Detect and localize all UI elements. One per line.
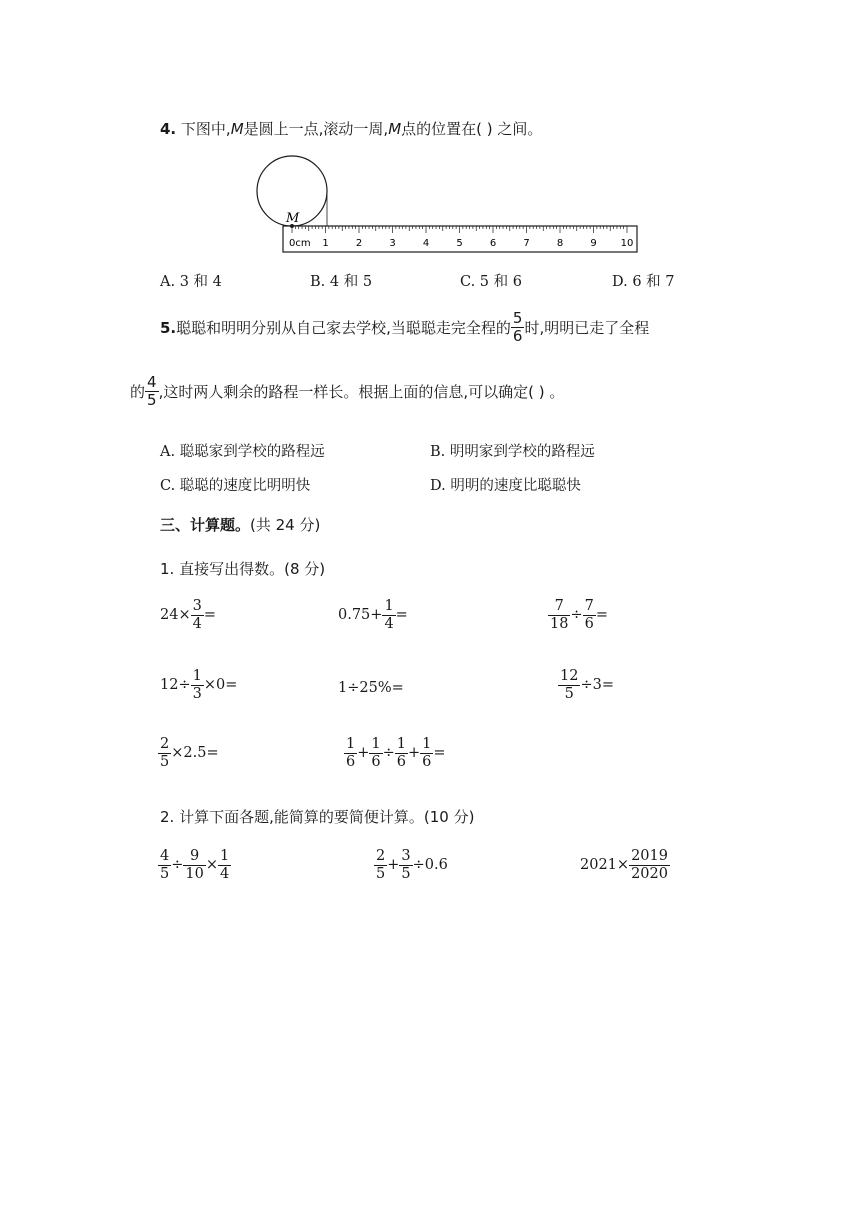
part2-heading: [160, 806, 474, 827]
q4-text-after: 点的位置在( ) 之间。: [401, 120, 543, 138]
calc-1-2: 0.75+ $\frac{1}{4}$ =: [338, 598, 408, 632]
ruler-tick-label: 3: [389, 238, 396, 249]
ruler-tick-label: 1: [322, 238, 329, 249]
fraction: $\frac{7}{18}$: [550, 598, 569, 632]
q5-option-a[interactable]: A. 聪聪家到学校的路程远: [160, 444, 325, 460]
fraction: $\frac{7}{6}$: [584, 598, 594, 632]
calc-2-3: 2021× $\frac{2019}{2020}$: [580, 848, 668, 882]
fraction: $\frac{4}{5}$: [160, 848, 170, 882]
part1-points: (8 分): [284, 560, 326, 578]
q5-line1-after: 时,明明已走了全程: [524, 319, 650, 338]
q5-option-d[interactable]: D. 明明的速度比聪聪快: [430, 478, 581, 494]
fraction: $\frac{1}{3}$: [192, 668, 202, 702]
fraction: $\frac{3}{5}$: [401, 848, 411, 882]
calc-1-4: 12÷ $\frac{1}{3}$ ×0=: [160, 668, 238, 702]
ruler-tick-label: 9: [590, 238, 597, 249]
q5-stem-line1: [160, 310, 649, 346]
fraction: $\frac{1}{6}$: [396, 736, 407, 770]
fraction: $\frac{2}{5}$: [376, 848, 386, 882]
ruler-tick-label: 7: [523, 238, 530, 249]
q4-stem: [160, 118, 542, 139]
q5-line2-after: ,这时两人剩余的路程一样长。根据上面的信息,可以确定( ) 。: [158, 383, 565, 402]
q5-line2-before: 的: [130, 383, 146, 402]
calc-2-2: $\frac{2}{5}$ + $\frac{3}{5}$ ÷0.6: [376, 848, 448, 882]
section3-heading: [160, 514, 320, 535]
fraction: $\frac{2}{5}$: [160, 736, 170, 770]
q5-fraction-5-6: $\frac{5}{6}$: [512, 309, 523, 346]
calc-1-1: 24× $\frac{3}{4}$ =: [160, 598, 216, 632]
q4-text-mid: 是圆上一点,滚动一周,: [243, 120, 389, 138]
ruler-tick-label: 4: [422, 238, 430, 249]
point-m-label: M: [286, 211, 300, 226]
q5-option-b[interactable]: B. 明明家到学校的路程远: [430, 444, 595, 460]
q4-number: 4.: [160, 120, 177, 138]
q4-m-label-2: M: [388, 120, 402, 138]
fraction: $\frac{1}{4}$: [384, 598, 394, 632]
ruler-tick-label: 0cm: [289, 238, 311, 249]
fraction: $\frac{1}{6}$: [346, 736, 356, 770]
q4-text-before: 下图中,: [180, 120, 231, 138]
fraction: $\frac{9}{10}$: [185, 848, 204, 882]
fraction: $\frac{3}{4}$: [192, 598, 202, 632]
q5-number: 5.: [160, 318, 177, 337]
circle-ruler-figure: [250, 150, 650, 260]
section3-title: 三、计算题。: [160, 516, 251, 534]
q4-option-d[interactable]: D. 6 和 7: [612, 274, 675, 290]
q5-fraction-4-5: $\frac{4}{5}$: [147, 373, 157, 410]
part2-points: (10 分): [423, 808, 475, 826]
q5-line1-text: 聪聪和明明分别从自己家去学校,当聪聪走完全程的: [176, 319, 511, 338]
fraction: $\frac{2019}{2020}$: [631, 848, 668, 882]
ruler-tick-label: 6: [489, 238, 497, 249]
q4-option-a[interactable]: A. 3 和 4: [160, 274, 222, 290]
fraction: $\frac{1}{6}$: [422, 736, 432, 770]
q4-option-c[interactable]: C. 5 和 6: [460, 274, 522, 290]
ruler-tick-label: 8: [556, 238, 564, 249]
calc-1-7: $\frac{2}{5}$ ×2.5=: [160, 736, 219, 770]
ruler-tick-label: 2: [355, 238, 363, 249]
ruler-tick-label: 5: [456, 238, 463, 249]
fraction: $\frac{12}{5}$: [560, 668, 579, 702]
part1-heading: [160, 558, 325, 579]
calc-1-3: $\frac{7}{18}$ ÷ $\frac{7}{6}$ =: [550, 598, 608, 632]
section3-points: (共 24 分): [250, 516, 321, 534]
ruler-tick-label: 10: [620, 238, 634, 249]
q5-stem-line2: [130, 374, 564, 410]
part2-title: 2. 计算下面各题,能简算的要简便计算。: [160, 808, 424, 826]
q5-option-c[interactable]: C. 聪聪的速度比明明快: [160, 478, 311, 494]
part1-title: 1. 直接写出得数。: [160, 560, 285, 578]
fraction: $\frac{1}{4}$: [220, 848, 230, 882]
calc-1-8: $\frac{1}{6}$ + $\frac{1}{6}$ ÷ $\frac{1}{6}$ + $\frac{1}{6}$ =: [346, 736, 446, 770]
calc-2-1: $\frac{4}{5}$ ÷ $\frac{9}{10}$ × $\frac{1}{4}$: [160, 848, 230, 882]
fraction: $\frac{1}{6}$: [371, 736, 381, 770]
calc-1-6: $\frac{12}{5}$ ÷3=: [560, 668, 614, 702]
calc-1-5: 1÷25%=: [338, 680, 404, 696]
q4-m-label: M: [230, 120, 244, 138]
q4-option-b[interactable]: B. 4 和 5: [310, 274, 373, 290]
